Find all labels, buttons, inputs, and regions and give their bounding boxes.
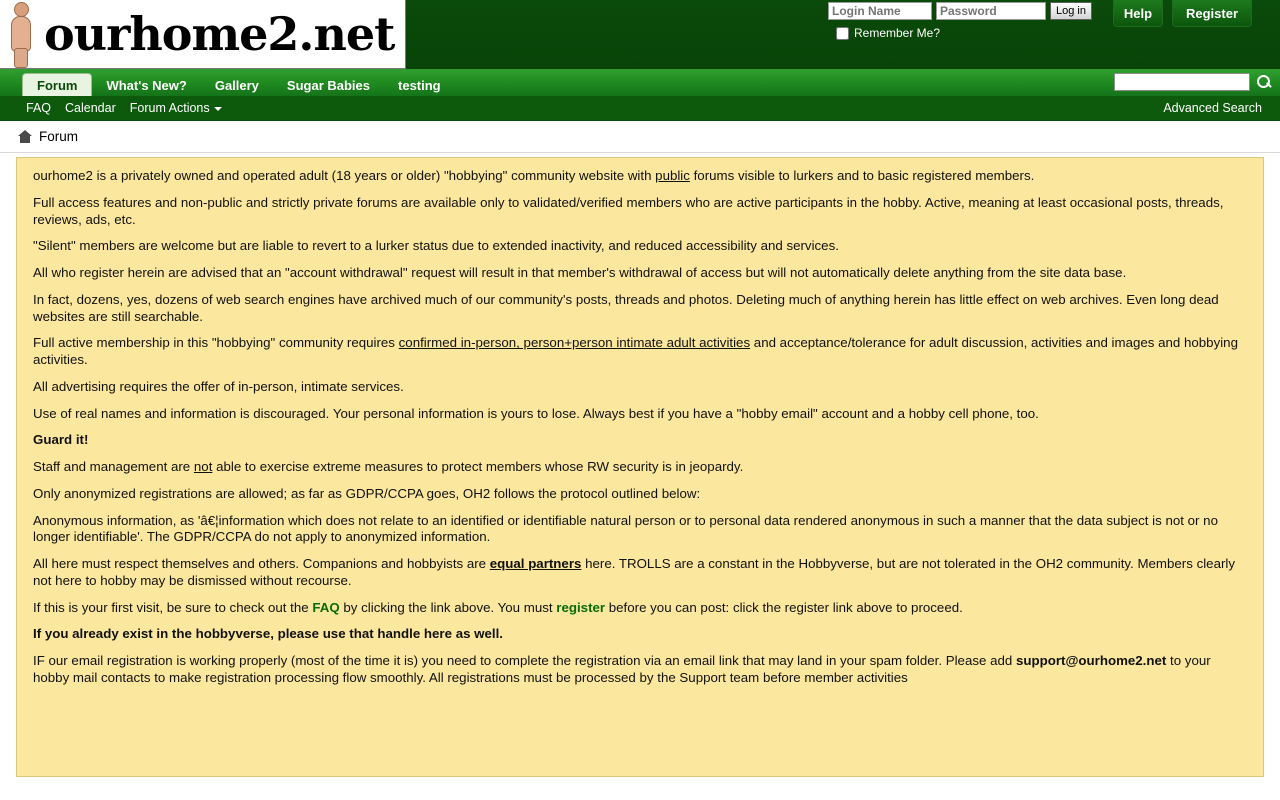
notice-paragraph-14 (33, 600, 1245, 617)
notice-paragraph-8: Use of real names and information is discouraged. Your personal information is yours to lose. Always best if you have a "hobby email" account and a hobby cell phone, too. (33, 405, 1039, 421)
notice-paragraph-3: "Silent" members are welcome but are liable to revert to a lurker status due to extended inactivity, and reduced accessibility and services. (33, 238, 839, 254)
notice-p10-b: able to exercise extreme measures to protect members whose RW security is in jeopardy. (212, 459, 744, 474)
nav-search (1114, 73, 1272, 91)
password-input[interactable] (936, 2, 1046, 20)
main-navbar (0, 69, 1280, 96)
notice-paragraph-7: All advertising requires the offer of in-person, intimate services. (33, 378, 404, 394)
notice-p6-b: and acceptance/tolerance for adult discussion, activities and images and hobbying activities. (33, 335, 1238, 367)
equal-partners-link[interactable]: equal partners (489, 556, 582, 571)
notice-p13-b: here. TROLLS are a constant in the Hobbyverse, but are not tolerated in the OH2 community. Members clearly not here to hobby may be dismissed without recourse. (33, 556, 1235, 588)
notice-paragraph-4: All who register herein are advised that an "account withdrawal" request will result in that member's withdrawal of access but will not automatically delete anything from the site data base. (33, 265, 1127, 280)
nav-tab-list (22, 69, 455, 96)
login-area (828, 2, 1102, 40)
existing-handle-text: If you already exist in the hobbyverse, please use that handle here as well. (33, 626, 503, 642)
chevron-down-icon (214, 107, 222, 111)
support-email[interactable]: support@ourhome2.net (1015, 653, 1167, 668)
notice-guard-it (33, 432, 1245, 449)
guard-it-text: Guard it! (33, 432, 89, 448)
register-button[interactable]: Register (1172, 0, 1252, 27)
announcement-panel (16, 157, 1264, 777)
remember-me-label: Remember Me? (854, 26, 941, 40)
not-emphasis: not (193, 459, 213, 474)
notice-p14-c: before you can post: click the register link above to proceed. (605, 599, 963, 615)
notice-paragraph-13 (33, 556, 1245, 590)
nav-tab-sugar-babies[interactable]: Sugar Babies (286, 77, 371, 93)
nav-tab-gallery[interactable]: Gallery (214, 77, 259, 93)
subnav-item-calendar[interactable]: Calendar (65, 101, 116, 115)
notice-paragraph-1 (33, 168, 1245, 185)
notice-p1-b: forums visible to lurkers and to basic registered members. (689, 168, 1035, 183)
notice-p13-a: All here must respect themselves and others. Companions and hobbyists are (33, 556, 490, 571)
notice-paragraph-2: Full access features and non-public and strictly private forums are available only to validated/verified members who are active participants in the hobby. Active, meaning at least occasional posts, threads, reviews, ads, etc. (33, 194, 1224, 227)
help-button[interactable]: Help (1113, 0, 1163, 27)
login-name-input[interactable] (828, 2, 932, 20)
notice-paragraph-15 (33, 626, 1245, 643)
site-header (0, 0, 1280, 69)
site-logo[interactable] (0, 0, 406, 69)
public-link[interactable]: public (655, 168, 690, 183)
notice-p14-b: by clicking the link above. You must (339, 599, 557, 615)
logo-text: ourhome2.net (44, 6, 395, 61)
notice-p10-a: Staff and management are (33, 459, 194, 474)
logo-figure-icon (0, 0, 44, 69)
notice-p14-a: If this is your first visit, be sure to check out the (33, 599, 313, 615)
notice-paragraph-5: In fact, dozens, yes, dozens of web search engines have archived much of our community's posts, threads and photos. Deleting much of anything herein has little effect on web archives. Even long dead websites are still searchable. (33, 291, 1219, 324)
nav-tab-whats-new[interactable]: What's New? (106, 77, 187, 93)
faq-link[interactable]: FAQ (312, 599, 340, 615)
advanced-search-link[interactable]: Advanced Search (1163, 101, 1262, 115)
notice-paragraph-16 (33, 653, 1245, 687)
subnav-item-forum-actions[interactable] (130, 101, 222, 115)
register-link[interactable]: register (556, 599, 606, 615)
remember-me-checkbox[interactable] (836, 27, 849, 40)
search-input[interactable] (1114, 73, 1250, 91)
notice-paragraph-6 (33, 335, 1245, 369)
forum-actions-label: Forum Actions (129, 101, 210, 115)
notice-p16-a: IF our email registration is working properly (most of the time it is) you need to complete the registration via an email link that may land in your spam folder. Please add (33, 653, 1016, 668)
breadcrumb-forum[interactable]: Forum (39, 129, 79, 144)
intimate-activities-link[interactable]: confirmed in-person, person+person intimate adult activities (398, 335, 751, 351)
log-in-button[interactable]: Log in (1050, 2, 1092, 20)
sub-navbar (0, 96, 1280, 121)
notice-p1-a: ourhome2 is a privately owned and operated adult (18 years or older) "hobbying" community website with (33, 168, 656, 183)
home-icon[interactable] (18, 130, 32, 143)
nav-tab-forum[interactable]: Forum (22, 73, 92, 96)
main-content (0, 153, 1280, 777)
notice-p16-b: to your hobby mail contacts to make registration processing flow smoothly. All registrations must be processed by the Support team before member activities (33, 653, 1211, 685)
notice-paragraph-10 (33, 459, 1245, 476)
nav-tab-testing[interactable]: testing (398, 77, 441, 93)
notice-paragraph-11: Only anonymized registrations are allowed; as far as GDPR/CCPA goes, OH2 follows the protocol outlined below: (33, 485, 701, 501)
breadcrumb (0, 121, 1280, 153)
notice-paragraph-12: Anonymous information, as 'â€¦information which does not relate to an identified or identifiable natural person or to personal data rendered anonymous in such a manner that the data subject is not or no longer identifiable'. The GDPR/CCPA do not apply to anonymized information. (33, 512, 1218, 545)
search-icon[interactable] (1256, 74, 1272, 90)
subnav-item-faq[interactable]: FAQ (26, 101, 52, 115)
notice-p6-a: Full active membership in this "hobbying" community requires (33, 335, 399, 351)
